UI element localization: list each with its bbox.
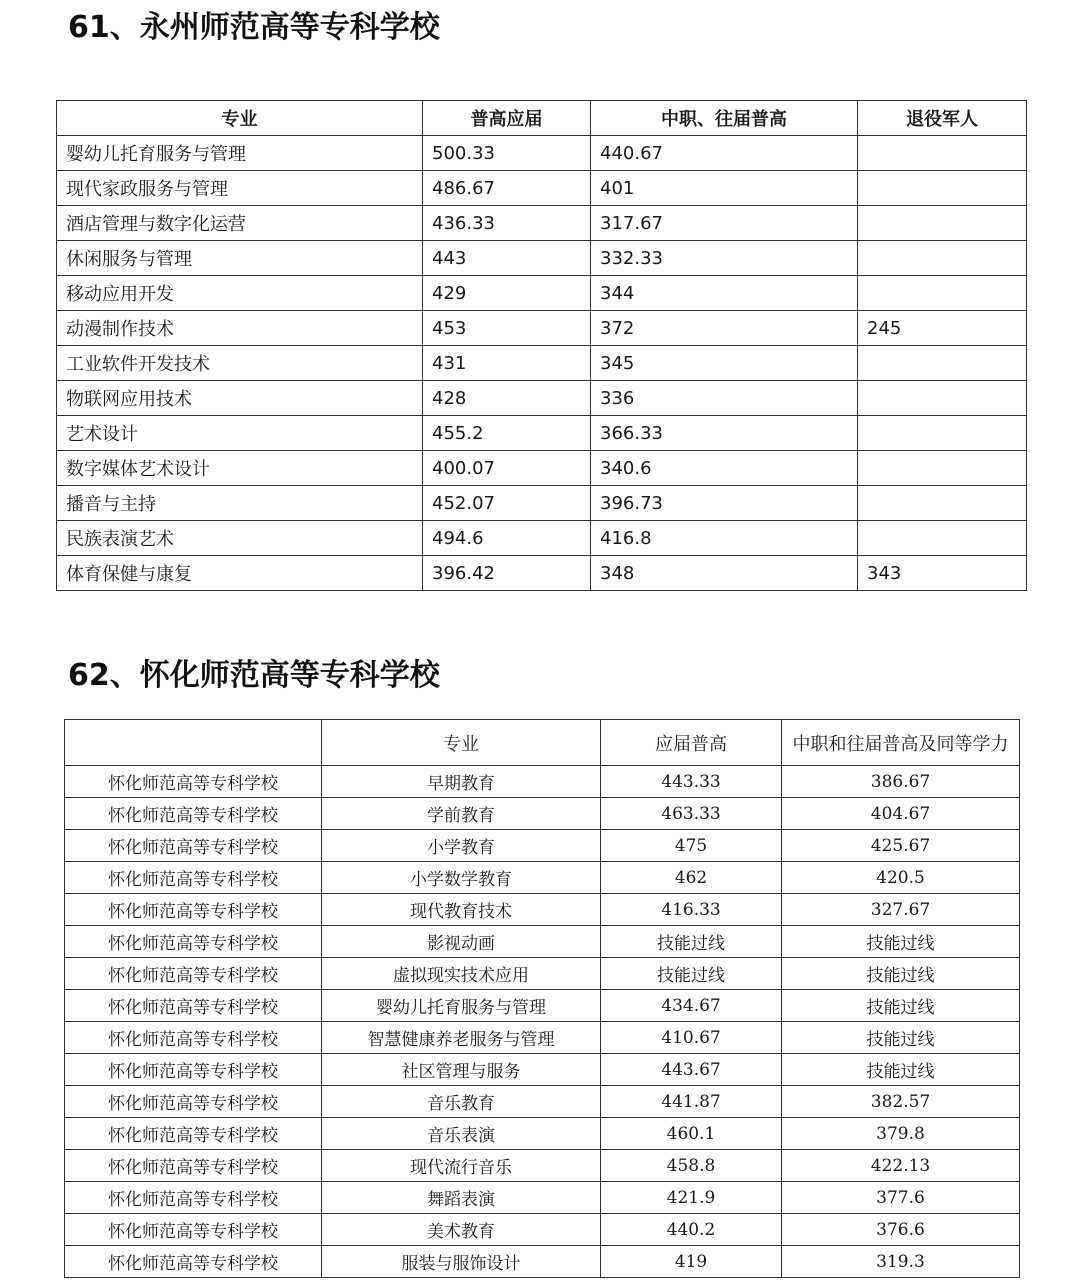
section-title-huaihua: 62、怀化师范高等专科学校: [68, 658, 440, 693]
cell-vocational-score: 396.73: [591, 486, 858, 521]
cell-vocational-score: 344: [591, 276, 858, 311]
cell-major: 婴幼儿托育服务与管理: [57, 136, 423, 171]
cell-fresh-score: 419: [601, 1246, 782, 1278]
cell-vocational-score: 336: [591, 381, 858, 416]
cell-major: 现代流行音乐: [322, 1150, 601, 1182]
table-row: [57, 346, 1027, 381]
cell-major: 移动应用开发: [57, 276, 423, 311]
table-row: [65, 926, 1020, 958]
table-row: [65, 958, 1020, 990]
table-row: [57, 381, 1027, 416]
cell-school: 怀化师范高等专科学校: [65, 894, 322, 926]
cell-fresh-score: 500.33: [423, 136, 591, 171]
cell-fresh-score: 460.1: [601, 1118, 782, 1150]
cell-fresh-score: 技能过线: [601, 926, 782, 958]
cell-fresh-score: 416.33: [601, 894, 782, 926]
cell-school: 怀化师范高等专科学校: [65, 1054, 322, 1086]
cell-fresh-score: 458.8: [601, 1150, 782, 1182]
table-row: [57, 451, 1027, 486]
table-row: [57, 311, 1027, 346]
header-vocational-former: 中职和往届普高及同等学力: [782, 720, 1020, 766]
header-fresh-highschool: 应届普高: [601, 720, 782, 766]
table-row: [57, 136, 1027, 171]
header-vocational-former: 中职、往届普高: [591, 101, 858, 136]
cell-major: 早期教育: [322, 766, 601, 798]
table-row: [65, 1118, 1020, 1150]
table-row: [65, 862, 1020, 894]
cell-vocational-score: 技能过线: [782, 926, 1020, 958]
cell-major: 舞蹈表演: [322, 1182, 601, 1214]
cell-veteran-score: [858, 486, 1027, 521]
cell-fresh-score: 455.2: [423, 416, 591, 451]
cell-fresh-score: 428: [423, 381, 591, 416]
cell-school: 怀化师范高等专科学校: [65, 766, 322, 798]
cell-veteran-score: [858, 276, 1027, 311]
cell-major: 现代家政服务与管理: [57, 171, 423, 206]
table-row: [57, 521, 1027, 556]
score-table-yongzhou: [56, 100, 1027, 591]
cell-veteran-score: [858, 521, 1027, 556]
cell-vocational-score: 技能过线: [782, 1022, 1020, 1054]
cell-major: 播音与主持: [57, 486, 423, 521]
table-row: [65, 1086, 1020, 1118]
cell-major: 休闲服务与管理: [57, 241, 423, 276]
cell-fresh-score: 技能过线: [601, 958, 782, 990]
cell-major: 小学教育: [322, 830, 601, 862]
cell-school: 怀化师范高等专科学校: [65, 1086, 322, 1118]
table-body: [65, 766, 1020, 1278]
header-fresh-highschool: 普高应届: [423, 101, 591, 136]
cell-vocational-score: 404.67: [782, 798, 1020, 830]
cell-vocational-score: 376.6: [782, 1214, 1020, 1246]
table-row: [65, 1214, 1020, 1246]
cell-vocational-score: 技能过线: [782, 990, 1020, 1022]
table-row: [65, 1182, 1020, 1214]
cell-fresh-score: 421.9: [601, 1182, 782, 1214]
table-row: [65, 1054, 1020, 1086]
cell-veteran-score: [858, 241, 1027, 276]
cell-fresh-score: 434.67: [601, 990, 782, 1022]
table-row: [57, 486, 1027, 521]
cell-major: 小学数学教育: [322, 862, 601, 894]
table-row: [57, 416, 1027, 451]
table-row: [57, 556, 1027, 591]
score-table-huaihua: [64, 719, 1020, 1278]
cell-vocational-score: 377.6: [782, 1182, 1020, 1214]
cell-school: 怀化师范高等专科学校: [65, 862, 322, 894]
cell-vocational-score: 379.8: [782, 1118, 1020, 1150]
cell-major: 婴幼儿托育服务与管理: [322, 990, 601, 1022]
cell-fresh-score: 410.67: [601, 1022, 782, 1054]
cell-vocational-score: 386.67: [782, 766, 1020, 798]
header-school: [65, 720, 322, 766]
table-row: [65, 766, 1020, 798]
cell-fresh-score: 443.67: [601, 1054, 782, 1086]
table-row: [57, 276, 1027, 311]
cell-major: 社区管理与服务: [322, 1054, 601, 1086]
cell-fresh-score: 462: [601, 862, 782, 894]
cell-school: 怀化师范高等专科学校: [65, 798, 322, 830]
header-veterans: 退役军人: [858, 101, 1027, 136]
cell-major: 现代教育技术: [322, 894, 601, 926]
cell-vocational-score: 317.67: [591, 206, 858, 241]
cell-fresh-score: 443.33: [601, 766, 782, 798]
cell-veteran-score: [858, 381, 1027, 416]
cell-major: 美术教育: [322, 1214, 601, 1246]
cell-fresh-score: 453: [423, 311, 591, 346]
cell-veteran-score: [858, 171, 1027, 206]
cell-vocational-score: 327.67: [782, 894, 1020, 926]
table-header-row: [57, 101, 1027, 136]
cell-major: 虚拟现实技术应用: [322, 958, 601, 990]
cell-veteran-score: [858, 206, 1027, 241]
section-title-yongzhou: 61、永州师范高等专科学校: [68, 10, 440, 45]
cell-school: 怀化师范高等专科学校: [65, 1182, 322, 1214]
cell-vocational-score: 420.5: [782, 862, 1020, 894]
cell-major: 音乐教育: [322, 1086, 601, 1118]
cell-vocational-score: 401: [591, 171, 858, 206]
cell-fresh-score: 486.67: [423, 171, 591, 206]
cell-fresh-score: 452.07: [423, 486, 591, 521]
table-row: [65, 798, 1020, 830]
cell-major: 音乐表演: [322, 1118, 601, 1150]
cell-major: 艺术设计: [57, 416, 423, 451]
cell-school: 怀化师范高等专科学校: [65, 926, 322, 958]
cell-fresh-score: 463.33: [601, 798, 782, 830]
table-row: [57, 171, 1027, 206]
cell-school: 怀化师范高等专科学校: [65, 958, 322, 990]
cell-vocational-score: 366.33: [591, 416, 858, 451]
table-row: [57, 206, 1027, 241]
cell-vocational-score: 425.67: [782, 830, 1020, 862]
cell-school: 怀化师范高等专科学校: [65, 1118, 322, 1150]
cell-vocational-score: 技能过线: [782, 1054, 1020, 1086]
table-row: [65, 1246, 1020, 1278]
cell-vocational-score: 440.67: [591, 136, 858, 171]
cell-major: 工业软件开发技术: [57, 346, 423, 381]
cell-fresh-score: 441.87: [601, 1086, 782, 1118]
cell-vocational-score: 372: [591, 311, 858, 346]
cell-fresh-score: 400.07: [423, 451, 591, 486]
cell-school: 怀化师范高等专科学校: [65, 1022, 322, 1054]
cell-fresh-score: 440.2: [601, 1214, 782, 1246]
table-body: [57, 136, 1027, 591]
cell-major: 影视动画: [322, 926, 601, 958]
header-major: 专业: [57, 101, 423, 136]
cell-vocational-score: 416.8: [591, 521, 858, 556]
table-row: [65, 894, 1020, 926]
cell-vocational-score: 422.13: [782, 1150, 1020, 1182]
cell-vocational-score: 382.57: [782, 1086, 1020, 1118]
cell-veteran-score: [858, 136, 1027, 171]
cell-vocational-score: 319.3: [782, 1246, 1020, 1278]
cell-major: 服装与服饰设计: [322, 1246, 601, 1278]
cell-fresh-score: 431: [423, 346, 591, 381]
cell-vocational-score: 348: [591, 556, 858, 591]
cell-veteran-score: 343: [858, 556, 1027, 591]
cell-major: 物联网应用技术: [57, 381, 423, 416]
cell-veteran-score: [858, 346, 1027, 381]
table-row: [57, 241, 1027, 276]
cell-school: 怀化师范高等专科学校: [65, 1214, 322, 1246]
cell-veteran-score: [858, 451, 1027, 486]
cell-fresh-score: 396.42: [423, 556, 591, 591]
cell-vocational-score: 技能过线: [782, 958, 1020, 990]
cell-school: 怀化师范高等专科学校: [65, 990, 322, 1022]
cell-vocational-score: 332.33: [591, 241, 858, 276]
cell-school: 怀化师范高等专科学校: [65, 1150, 322, 1182]
cell-fresh-score: 429: [423, 276, 591, 311]
cell-vocational-score: 340.6: [591, 451, 858, 486]
cell-major: 动漫制作技术: [57, 311, 423, 346]
table-row: [65, 830, 1020, 862]
table-row: [65, 1022, 1020, 1054]
table-row: [65, 990, 1020, 1022]
cell-major: 数字媒体艺术设计: [57, 451, 423, 486]
table-row: [65, 1150, 1020, 1182]
cell-fresh-score: 494.6: [423, 521, 591, 556]
table-header-row: [65, 720, 1020, 766]
cell-major: 体育保健与康复: [57, 556, 423, 591]
cell-school: 怀化师范高等专科学校: [65, 830, 322, 862]
header-major: 专业: [322, 720, 601, 766]
cell-fresh-score: 443: [423, 241, 591, 276]
cell-major: 酒店管理与数字化运营: [57, 206, 423, 241]
cell-fresh-score: 436.33: [423, 206, 591, 241]
cell-vocational-score: 345: [591, 346, 858, 381]
cell-veteran-score: 245: [858, 311, 1027, 346]
cell-major: 学前教育: [322, 798, 601, 830]
cell-veteran-score: [858, 416, 1027, 451]
cell-major: 民族表演艺术: [57, 521, 423, 556]
cell-major: 智慧健康养老服务与管理: [322, 1022, 601, 1054]
cell-fresh-score: 475: [601, 830, 782, 862]
cell-school: 怀化师范高等专科学校: [65, 1246, 322, 1278]
